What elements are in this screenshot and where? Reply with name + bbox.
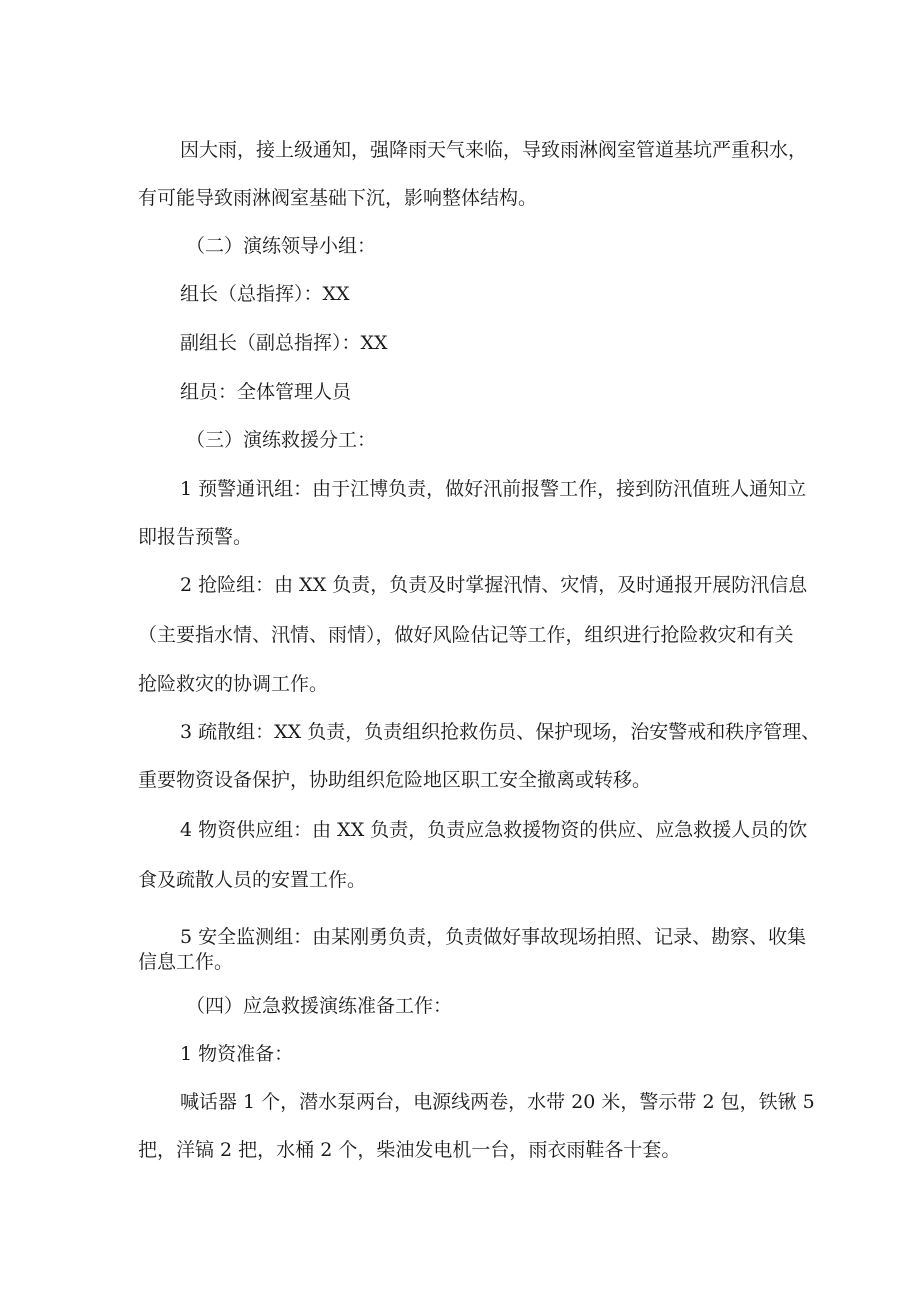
- deputy-leader-line: 副组长（副总指挥）：XX: [180, 332, 388, 354]
- division-item-5-line-2: 信息工作。: [138, 951, 234, 973]
- division-item-4-line-2: 食及疏散人员的安置工作。: [138, 869, 367, 891]
- division-item-1-line-2: 即报告预警。: [138, 526, 253, 548]
- materials-subheading: 1 物资准备：: [180, 1043, 294, 1065]
- division-item-5-line-1: 5 安全监测组：由某刚勇负责，负责做好事故现场拍照、记录、勘察、收集: [180, 926, 807, 948]
- division-item-2-line-2: （主要指水情、汛情、雨情），做好风险估记等工作，组织进行抢险救灾和有关: [138, 624, 794, 646]
- division-item-3-line-1: 3 疏散组：XX 负责，负责组织抢救伤员、保护现场，治安警戒和秩序管理、: [180, 721, 821, 743]
- division-heading: （三）演练救援分工：: [186, 429, 377, 451]
- scenario-text-line-1: 因大雨，接上级通知，强降雨天气来临，导致雨淋阀室管道基坑严重积水，: [180, 139, 808, 161]
- scenario-text-line-2: 有可能导致雨淋阀室基础下沉，影响整体结构。: [138, 187, 538, 209]
- division-item-4-line-1: 4 物资供应组：由 XX 负责，负责应急救援物资的供应、应急救援人员的饮: [180, 819, 808, 841]
- division-item-2-line-1: 2 抢险组：由 XX 负责，负责及时掌握汛情、灾情，及时通报开展防汛信息: [180, 574, 808, 596]
- members-line: 组员：全体管理人员: [180, 381, 352, 403]
- division-item-2-line-3: 抢险救灾的协调工作。: [138, 673, 329, 695]
- division-item-3-line-2: 重要物资设备保护，协助组织危险地区职工安全撤离或转移。: [138, 769, 652, 791]
- preparation-heading: （四）应急救援演练准备工作：: [186, 995, 453, 1017]
- materials-list-line-1: 喊话器 1 个，潜水泵两台，电源线两卷，水带 20 米，警示带 2 包，铁锹 5: [180, 1091, 815, 1113]
- materials-list-line-2: 把，洋镐 2 把，水桶 2 个，柴油发电机一台，雨衣雨鞋各十套。: [138, 1139, 681, 1161]
- leadership-heading: （二）演练领导小组：: [186, 235, 377, 257]
- leader-line: 组长（总指挥）：XX: [180, 283, 350, 305]
- division-item-1-line-1: 1 预警通讯组：由于江博负责，做好汛前报警工作，接到防汛值班人通知立: [180, 478, 807, 500]
